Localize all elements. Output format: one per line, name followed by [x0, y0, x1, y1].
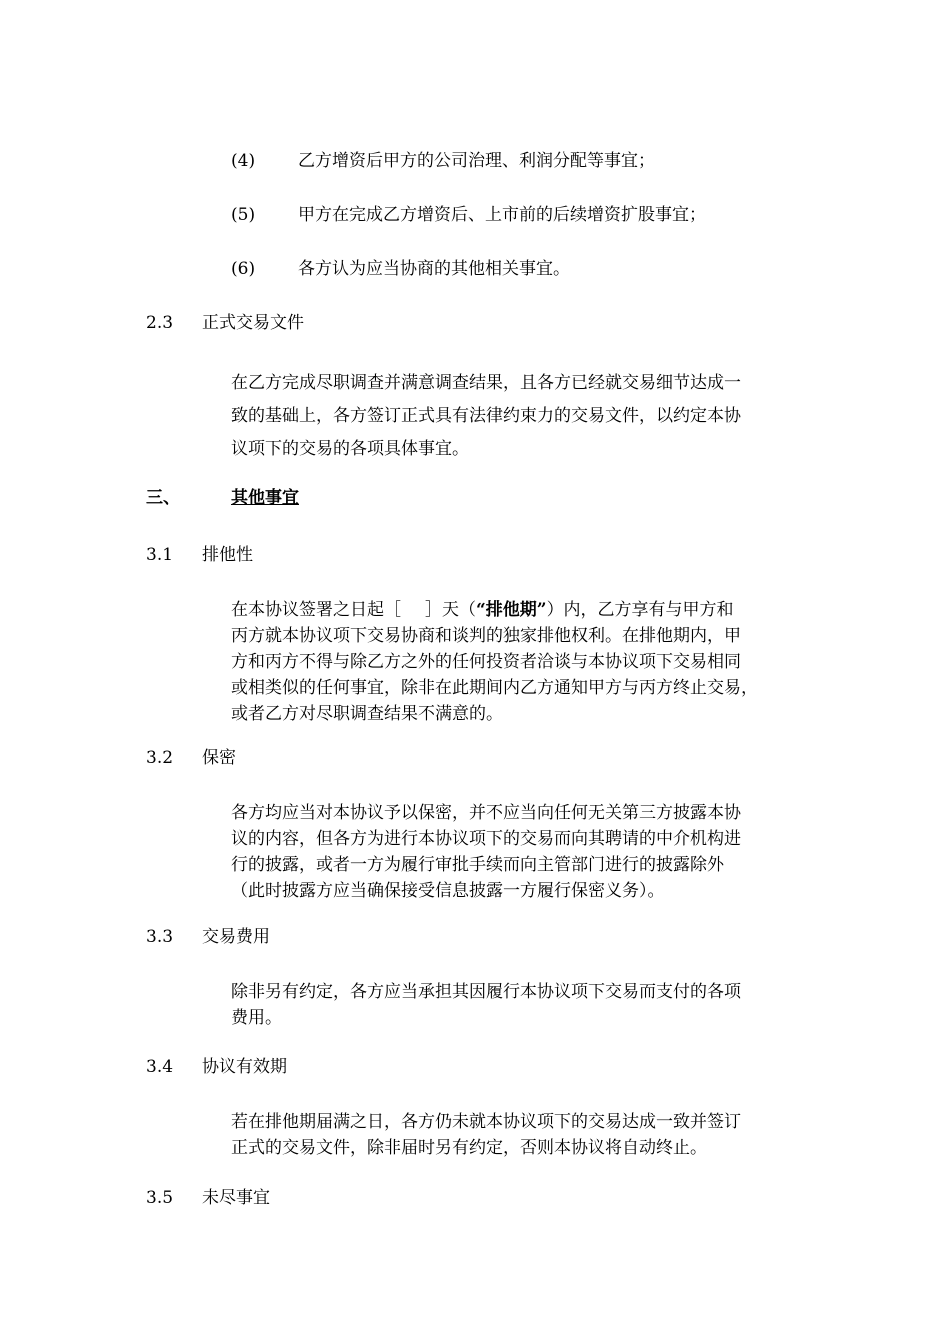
paragraph-line: 或相类似的任何事宜，除非在此期间内乙方通知甲方与丙方终止交易，	[231, 678, 758, 698]
clause-number: 3.4	[146, 1057, 174, 1077]
paragraph-line: 方和丙方不得与除乙方之外的任何投资者洽谈与本协议项下交易相同	[231, 652, 741, 672]
list-item-number: (6)	[231, 259, 256, 279]
paragraph-line: 各方均应当对本协议予以保密，并不应当向任何无关第三方披露本协	[231, 803, 741, 823]
list-item-text: 乙方增资后甲方的公司治理、利润分配等事宜；	[298, 151, 655, 171]
paragraph-line: 致的基础上，各方签订正式具有法律约束力的交易文件，以约定本协	[231, 406, 741, 426]
list-item-text: 甲方在完成乙方增资后、上市前的后续增资扩股事宜；	[298, 205, 706, 225]
clause-number: 3.2	[146, 748, 174, 768]
paragraph-line: 行的披露，或者一方为履行审批手续而向主管部门进行的披露除外	[231, 855, 724, 875]
paragraph-line: 丙方就本协议项下交易协商和谈判的独家排他权利。在排他期内，甲	[231, 626, 741, 646]
clause-body-3-1	[231, 597, 821, 727]
paragraph-line: 在乙方完成尽职调查并满意调查结果，且各方已经就交易细节达成一	[231, 373, 741, 393]
list-item-number: (5)	[231, 205, 256, 225]
clause-title: 保密	[202, 748, 236, 768]
line-text: ］天（	[425, 600, 476, 620]
paragraph-line: 或者乙方对尽职调查结果不满意的。	[231, 704, 503, 724]
clause-title: 未尽事宜	[202, 1188, 270, 1208]
paragraph-line: 若在排他期届满之日，各方仍未就本协议项下的交易达成一致并签订	[231, 1112, 741, 1132]
clause-title: 正式交易文件	[202, 313, 304, 333]
paragraph-line: 议项下的交易的各项具体事宜。	[231, 439, 469, 459]
clause-body-2-3	[231, 367, 821, 466]
clause-body-3-3	[231, 979, 821, 1031]
paragraph-line: 议的内容，但各方为进行本协议项下的交易而向其聘请的中介机构进	[231, 829, 741, 849]
clause-number: 3.3	[146, 927, 174, 947]
paragraph-line: 费用。	[231, 1008, 282, 1028]
clause-title: 协议有效期	[202, 1057, 287, 1077]
clause-title: 排他性	[202, 545, 253, 565]
defined-term: “排他期”	[476, 600, 547, 620]
section-number: 三、	[146, 488, 180, 508]
clause-number: 3.5	[146, 1188, 174, 1208]
line-text: ）内，乙方享有与甲方和	[546, 600, 734, 620]
list-item-number: (4)	[231, 151, 256, 171]
clause-number: 2.3	[146, 313, 174, 333]
paragraph-line: 除非另有约定，各方应当承担其因履行本协议项下交易而支付的各项	[231, 982, 741, 1002]
clause-number: 3.1	[146, 545, 174, 565]
paragraph-line: 正式的交易文件，除非届时另有约定，否则本协议将自动终止。	[231, 1138, 707, 1158]
line-text: 在本协议签署之日起［	[231, 600, 401, 620]
paragraph-line: （此时披露方应当确保接受信息披露一方履行保密义务）。	[231, 881, 665, 901]
clause-title: 交易费用	[202, 927, 270, 947]
section-title: 其他事宜	[231, 488, 299, 508]
paragraph-line	[231, 597, 821, 623]
list-item-text: 各方认为应当协商的其他相关事宜。	[298, 259, 570, 279]
clause-body-3-2	[231, 800, 821, 904]
clause-body-3-4	[231, 1109, 821, 1161]
